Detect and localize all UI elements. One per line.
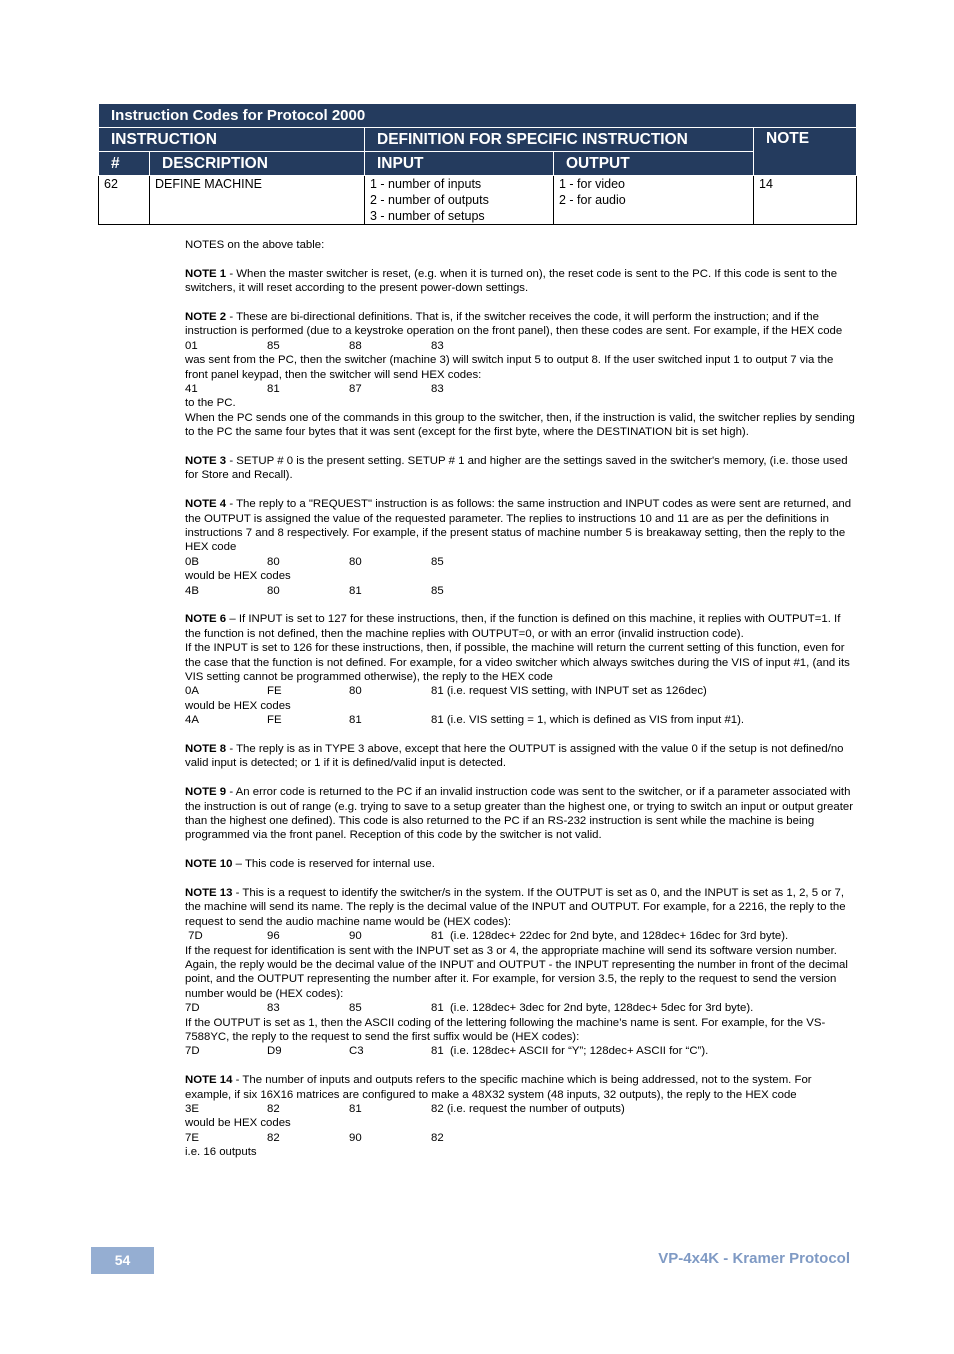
note-text: to the PC.	[185, 397, 236, 410]
hex-code-cell: 85	[267, 339, 280, 352]
note-label: NOTE 2	[185, 311, 227, 323]
cell-description: DEFINE MACHINE	[150, 176, 365, 225]
note-2	[185, 310, 855, 440]
header-number: #	[99, 152, 150, 176]
note-14	[185, 1073, 855, 1159]
hex-code-cell: 81	[267, 383, 280, 396]
hex-code-cell: 81 (i.e. VIS setting = 1, which is defined as VIS from input #1).	[431, 714, 745, 727]
hex-code-cell: 83	[267, 1002, 280, 1015]
hex-code-cell: 80	[267, 555, 280, 568]
note-4	[185, 497, 855, 598]
note-text: - This is a request to identify the switcher/s in the system. If the OUTPUT is set as 0, and the INPUT is set as 1, 2, 5 or 7, the machine will send its name. The reply is the decimal value of the INPUT and OUTPUT. For example, for a 2216, the reply to the request to send the audio machine name would be (HEX codes):	[185, 887, 846, 928]
hex-code-row	[185, 684, 855, 698]
hex-code-cell: FE	[267, 714, 282, 727]
note-1	[185, 267, 855, 296]
hex-code-row	[185, 555, 855, 569]
hex-code-cell: 90	[349, 1131, 362, 1144]
hex-code-row	[185, 1131, 855, 1145]
note-10	[185, 857, 855, 871]
header-output: OUTPUT	[554, 152, 754, 176]
hex-code-cell: 4A	[185, 714, 199, 727]
hex-code-row	[185, 1102, 855, 1116]
note-label: NOTE 8	[185, 743, 227, 756]
hex-code-cell: 7E	[185, 1131, 199, 1144]
note-text: was sent from the PC, then the switcher (machine 3) will switch input 5 to output 8. If the user switched input 1 to output 7 via the front panel keypad, then the switcher will send HEX codes:	[185, 354, 834, 381]
hex-code-cell: C3	[349, 1045, 364, 1058]
hex-code-cell: 41	[185, 383, 198, 396]
cell-output	[554, 176, 754, 225]
note-text: - An error code is returned to the PC if an invalid instruction code was sent to the switcher, or if a parameter associated with the instruction is out of range (e.g. trying to save to a setup greater than the highest one, or trying to switch an input or output greater than the highest one defined). This code is also returned to the PC if an RS-232 instruction is sent while the machine is being programmed via the front panel. Reception of this code by the switcher is not valid.	[185, 786, 854, 842]
hex-code-cell: 85	[349, 1002, 362, 1015]
hex-code-cell: 7D	[185, 930, 203, 943]
note-text: would be HEX codes	[185, 699, 291, 712]
input-line: 2 - number of outputs	[370, 193, 489, 207]
notes-intro: NOTES on the above table:	[185, 239, 325, 251]
note-label: NOTE 14	[185, 1074, 233, 1087]
output-line: 2 - for audio	[559, 193, 626, 207]
note-9	[185, 785, 855, 843]
input-line: 1 - number of inputs	[370, 177, 482, 191]
hex-code-cell: 80	[349, 685, 362, 698]
note-text: - The number of inputs and outputs refers to the specific machine which is being addressed, not to the system. For example, if six 16X16 matrices are configured to make a 48X32 system (48 inputs, 32 outputs), the reply to the HEX code	[185, 1074, 812, 1101]
hex-code-cell: 81 (i.e. 128dec+ ASCII for “Y”; 128dec+ ASCII for “C”).	[431, 1045, 709, 1058]
input-line: 3 - number of setups	[370, 209, 485, 223]
header-description: DESCRIPTION	[150, 152, 365, 176]
note-text: If the OUTPUT is set as 1, then the ASCII coding of the lettering following the machine’s name is sent. For example, for the VS-7588YC, the reply to the request to send the first suffix would be (HEX codes):	[185, 1016, 826, 1044]
hex-code-row	[185, 382, 855, 396]
hex-code-row	[185, 339, 855, 353]
note-label: NOTE 10	[185, 858, 233, 871]
note-3	[185, 454, 855, 483]
hex-code-cell: 87	[349, 383, 362, 396]
hex-code-cell: 01	[185, 339, 198, 352]
hex-code-cell: FE	[267, 685, 282, 698]
note-label: NOTE 9	[185, 786, 227, 799]
note-label: NOTE 3	[185, 455, 227, 468]
hex-code-cell: 82	[267, 1131, 280, 1144]
hex-code-row	[185, 584, 855, 598]
hex-code-cell: 80	[349, 555, 362, 568]
hex-code-row	[185, 713, 855, 727]
hex-code-cell: 3E	[185, 1103, 199, 1116]
hex-code-cell: 81	[349, 584, 362, 597]
note-text: When the PC sends one of the commands in this group to the switcher, then, if the instruction is valid, the switcher replies by sending to the PC the same four bytes that it was sent (except for the first byte, where the DESTINATION bit is set high).	[185, 411, 855, 439]
hex-code-cell: 82 (i.e. request the number of outputs)	[431, 1103, 625, 1116]
note-text: would be HEX codes	[185, 570, 291, 583]
notes-section	[185, 238, 855, 1174]
hex-code-cell: 81 (i.e. 128dec+ 3dec for 2nd byte, 128dec+ 5dec for 3rd byte).	[431, 1002, 754, 1015]
hex-code-cell: 96	[267, 930, 280, 943]
cell-note: 14	[754, 176, 857, 225]
hex-code-cell: 7D	[185, 1002, 200, 1015]
note-label: NOTE 6	[185, 613, 227, 626]
note-text: If the INPUT is set to 126 for these instructions, then, if possible, the machine will return the current setting of this function, even for the case that the function is not defined. For example, for a video switcher which always switches during the VIS of input #1, (and its VIS setting cannot be programmed otherwise), the reply to the HEX code	[185, 642, 850, 684]
hex-code-cell: 85	[431, 555, 444, 568]
hex-code-cell: 83	[431, 383, 444, 396]
note-label: NOTE 1	[185, 267, 227, 280]
page-number: 54	[91, 1247, 154, 1274]
hex-code-cell: 81	[349, 714, 362, 727]
note-text: - These are bi-directional definitions. That is, if the switcher receives the code, it will perform the instruction; and if the instruction is performed (due to a keystroke operation on the front panel), then these codes are sent. For example, if the HEX code	[185, 311, 843, 338]
hex-code-cell: 80	[267, 584, 280, 597]
note-label: NOTE 13	[185, 887, 233, 900]
hex-code-cell: 83	[431, 339, 444, 352]
note-8	[185, 742, 855, 771]
note-text: i.e. 16 outputs	[185, 1146, 257, 1159]
note-6	[185, 612, 855, 727]
instruction-codes-table	[98, 103, 857, 225]
cell-number: 62	[99, 176, 150, 225]
header-note: NOTE	[754, 128, 857, 176]
hex-code-cell: 81	[349, 1103, 362, 1116]
hex-code-cell: 0A	[185, 685, 199, 698]
output-line: 1 - for video	[559, 177, 626, 191]
note-text: - The reply is as in TYPE 3 above, except that here the OUTPUT is assigned with the value 0 if the setup is not defined/no valid input is detected; or 1 if it is defined/valid input is detected.	[185, 743, 844, 770]
hex-code-cell: 82	[431, 1131, 444, 1144]
hex-code-cell: 90	[349, 930, 362, 943]
note-text: - SETUP # 0 is the present setting. SETUP # 1 and higher are the settings saved in the switcher's memory, (i.e. those used for Store and Recall).	[185, 455, 848, 482]
hex-code-cell: 0B	[185, 555, 199, 568]
hex-code-cell: 88	[349, 339, 362, 352]
note-text: If the request for identification is sent with the INPUT set as 3 or 4, the appropriate machine will send its software version number. Again, the reply would be the decimal value of the INPUT and OUTPUT - the INPUT representing the number in front of the decimal point, and the OUTPUT representing the number after it. For example, for version 3.5, the reply to the request to send the version number would be (HEX codes):	[185, 944, 848, 1000]
hex-code-row	[185, 929, 855, 943]
hex-code-cell: 81 (i.e. request VIS setting, with INPUT set as 126dec)	[431, 685, 707, 698]
header-input: INPUT	[365, 152, 554, 176]
hex-code-cell: 4B	[185, 584, 199, 597]
note-text: – This code is reserved for internal use.	[232, 858, 435, 871]
header-instruction: INSTRUCTION	[99, 128, 365, 152]
note-text: - When the master switcher is reset, (e.g. when it is turned on), the reset code is sent to the PC. If this code is sent to the switchers, it will reset according to the present power-down settings.	[185, 267, 838, 295]
hex-code-cell: 82	[267, 1103, 280, 1116]
cell-input	[365, 176, 554, 225]
table-title: Instruction Codes for Protocol 2000	[99, 104, 857, 128]
hex-code-row	[185, 1001, 855, 1015]
note-label: NOTE 4	[185, 498, 227, 511]
note-text: - The reply to a "REQUEST" instruction is as follows: the same instruction and INPUT codes as were sent are returned, and the OUTPUT is assigned the value of the requested parameter. The replies to instructions 10 and 11 are as per the definitions in instructions 7 and 8 respectively. For example, if the present status of machine number 5 is breakaway setting, then the reply to the HEX code	[185, 498, 852, 554]
table-row	[99, 176, 857, 225]
note-text: – If INPUT is set to 127 for these instructions, then, if the function is defined on this machine, it replies with OUTPUT=1. If the function is not defined, then the machine replies with OUTPUT=0, or with an error (invalid instruction code).	[185, 613, 841, 640]
note-text: would be HEX codes	[185, 1117, 291, 1130]
hex-code-cell: 85	[431, 584, 444, 597]
hex-code-cell: D9	[267, 1045, 282, 1058]
document-title: VP-4x4K - Kramer Protocol	[658, 1250, 850, 1267]
hex-code-row	[185, 1044, 855, 1058]
note-13	[185, 886, 855, 1059]
hex-code-cell: 81 (i.e. 128dec+ 22dec for 2nd byte, and 128dec+ 16dec for 3rd byte).	[431, 930, 789, 943]
header-definition: DEFINITION FOR SPECIFIC INSTRUCTION	[365, 128, 754, 152]
hex-code-cell: 7D	[185, 1045, 200, 1058]
